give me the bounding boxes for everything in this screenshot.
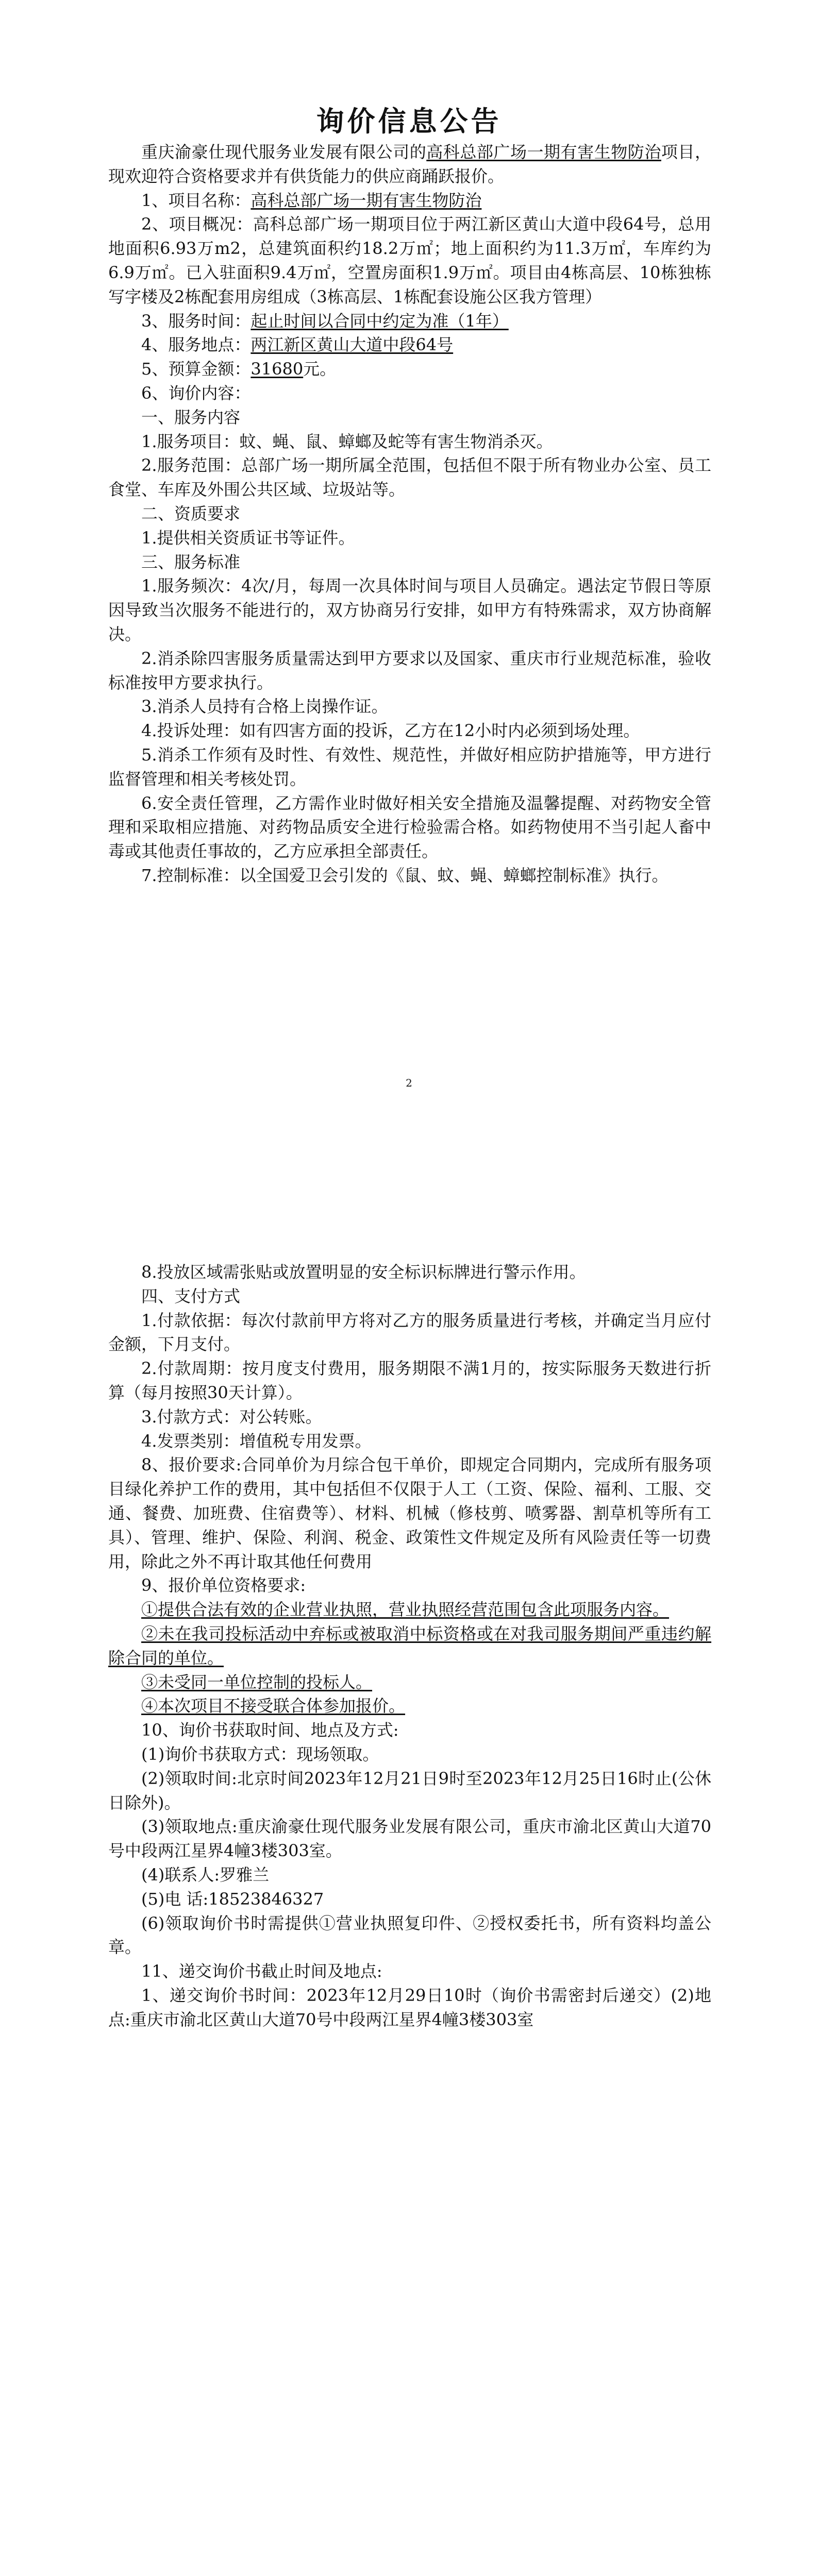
acquisition-line: (4)联系人:罗雅兰 <box>141 1865 270 1885</box>
service-standard-line: 3.消杀人员持有合格上岗操作证。 <box>141 697 388 717</box>
bidder-requirement: ②未在我司投标活动中弃标或被取消中标资格或在对我司服务期间严重违约解除合同的单位。 <box>108 1623 711 1668</box>
acquisition-line: (2)领取时间:北京时间2023年12月21日9时至2023年12月25日16时止(公休日除外)。 <box>108 1768 711 1812</box>
service-content-line: 2.服务范围：总部广场一期所属全范围，包括但不限于所有物业办公室、员工食堂、车库及外围公共区域、垃圾站等。 <box>108 455 711 500</box>
page-title: 询价信息公告 <box>316 105 502 138</box>
bidder-requirement: ④本次项目不接受联合体参加报价。 <box>141 1696 406 1716</box>
bidder-requirement: ①提供合法有效的企业营业执照，营业执照经营范围包含此项服务内容。 <box>141 1600 670 1620</box>
item-service-location <box>108 333 711 357</box>
bidder-requirement: ③未受同一单位控制的投标人。 <box>141 1672 373 1692</box>
service-standard-line: 1.服务频次：4次/月，每周一次具体时间与项目人员确定。遇法定节假日等原因导致当次服务不能进行的，双方协商另行安排，如甲方有特殊需求，双方协商解决。 <box>108 576 711 644</box>
section-heading-service-content: 一、服务内容 <box>141 407 241 427</box>
document-page-1 <box>0 0 818 1157</box>
item-project-name <box>108 189 711 213</box>
qualification-line: 1.提供相关资质证书等证件。 <box>141 528 355 548</box>
service-standard-line: 2.消杀除四害服务质量需达到甲方要求以及国家、重庆市行业规范标准，验收标准按甲方要求执行。 <box>108 648 711 692</box>
item1-value: 高科总部广场一期有害生物防治 <box>251 190 482 210</box>
item-quote-requirement: 8、报价要求:合同单价为月综合包干单价，即规定合同期内，完成所有服务项目绿化养护工作的费用，其中包括但不仅限于人工（工资、保险、福利、工服、交通、餐费、加班费、住宿费等）、材料、机械（修枝剪、喷雾器、割草机等所有工具）、管理、维护、保险、利润、税金、政策性文件规定及所有风险责任等一切费用，除此之外不再计取其他任何费用 <box>108 1455 711 1571</box>
acquisition-line: (3)领取地点:重庆渝豪仕现代服务业发展有限公司，重庆市渝北区黄山大道70号中段两江星界4幢3楼303室。 <box>108 1817 711 1861</box>
item3-label: 3、服务时间： <box>141 311 251 331</box>
section-heading-qualification: 二、资质要求 <box>141 503 241 523</box>
submission-line: 1、递交询价书时间：2023年12月29日10时（询价书需密封后递交）(2)地点:重庆市渝北区黄山大道70号中段两江星界4幢3楼303室 <box>108 1985 711 2029</box>
service-content-line: 1.服务项目：蚊、蝇、鼠、蟑螂及蛇等有害生物消杀灭。 <box>141 431 553 451</box>
payment-line: 3.付款方式：对公转账。 <box>141 1406 322 1427</box>
acquisition-line: (1)询价书获取方式：现场领取。 <box>141 1744 379 1764</box>
section-heading-service-standard: 三、服务标准 <box>141 552 241 572</box>
service-standard-line: 4.投诉处理：如有四害方面的投诉，乙方在12小时内必须到场处理。 <box>141 721 640 741</box>
item-service-time <box>108 309 711 333</box>
acquisition-line: (6)领取询价书时需提供①营业执照复印件、②授权委托书，所有资料均盖公章。 <box>108 1913 711 1957</box>
intro-paragraph <box>108 140 711 189</box>
item3-value: 起止时间以合同中约定为准（1年） <box>251 311 509 331</box>
service-standard-line: 8.投放区域需张贴或放置明显的安全标识标牌进行警示作用。 <box>141 1262 586 1282</box>
service-standard-line: 6.安全责任管理，乙方需作业时做好相关安全措施及温馨提醒、对药物安全管理和采取相应措施、对药物品质安全进行检验需合格。如药物使用不当引起人畜中毒或其他责任事故的，乙方应承担全部责任。 <box>108 793 711 861</box>
section-heading-payment: 四、支付方式 <box>141 1286 241 1306</box>
item5-value: 31680 <box>251 359 304 379</box>
item4-label: 4、服务地点： <box>141 335 251 355</box>
intro-before: 重庆渝豪仕现代服务业发展有限公司的 <box>141 142 427 162</box>
page-2-body <box>108 1260 711 2032</box>
payment-line: 4.发票类别：增值税专用发票。 <box>141 1431 372 1451</box>
item-budget <box>108 357 711 381</box>
payment-line: 2.付款周期：按月度支付费用，服务期限不满1月的，按实际服务天数进行折算（每月按照30天计算）。 <box>108 1359 711 1402</box>
page-number: 2 <box>406 1077 412 1089</box>
item-inquiry-content: 6、询价内容： <box>141 383 251 403</box>
item-bidder-qualification-heading: 9、报价单位资格要求: <box>141 1575 306 1596</box>
page-1-body <box>108 140 711 888</box>
item-project-overview: 2、项目概况：高科总部广场一期项目位于两江新区黄山大道中段64号，总用地面积6.93万m2，总建筑面积约18.2万㎡；地上面积约为11.3万㎡，车库约为6.9万㎡。已入驻面积9.4万㎡，空置房面积1.9万㎡。项目由4栋高层、10栋独栋写字楼及2栋配套用房组成（3栋高层、1栋配套设施公区我方管理） <box>108 214 711 307</box>
acquisition-line: (5)电 话:18523846327 <box>141 1889 324 1909</box>
intro-after: 项目，现欢迎符合资格要求并有供货能力的供应商踊跃报价。 <box>108 142 711 186</box>
item4-value: 两江新区黄山大道中段64号 <box>251 335 454 355</box>
intro-project-name: 高科总部广场一期有害生物防治 <box>426 142 661 162</box>
service-standard-line: 7.控制标准：以全国爱卫会引发的《鼠、蚊、蝇、蟑螂控制标准》执行。 <box>141 865 669 885</box>
service-standard-line: 5.消杀工作须有及时性、有效性、规范性，并做好相应防护措施等，甲方进行监督管理和相关考核处罚。 <box>108 744 711 789</box>
item-submission-deadline-heading: 11、递交询价书截止时间及地点: <box>141 1961 382 1981</box>
item5-label: 5、预算金额： <box>141 359 251 379</box>
item-document-acquisition-heading: 10、询价书获取时间、地点及方式: <box>141 1720 399 1740</box>
item1-label: 1、项目名称： <box>141 190 251 210</box>
payment-line: 1.付款依据：每次付款前甲方将对乙方的服务质量进行考核，并确定当月应付金额，下月支付。 <box>108 1310 711 1354</box>
item5-unit: 元。 <box>303 359 337 379</box>
